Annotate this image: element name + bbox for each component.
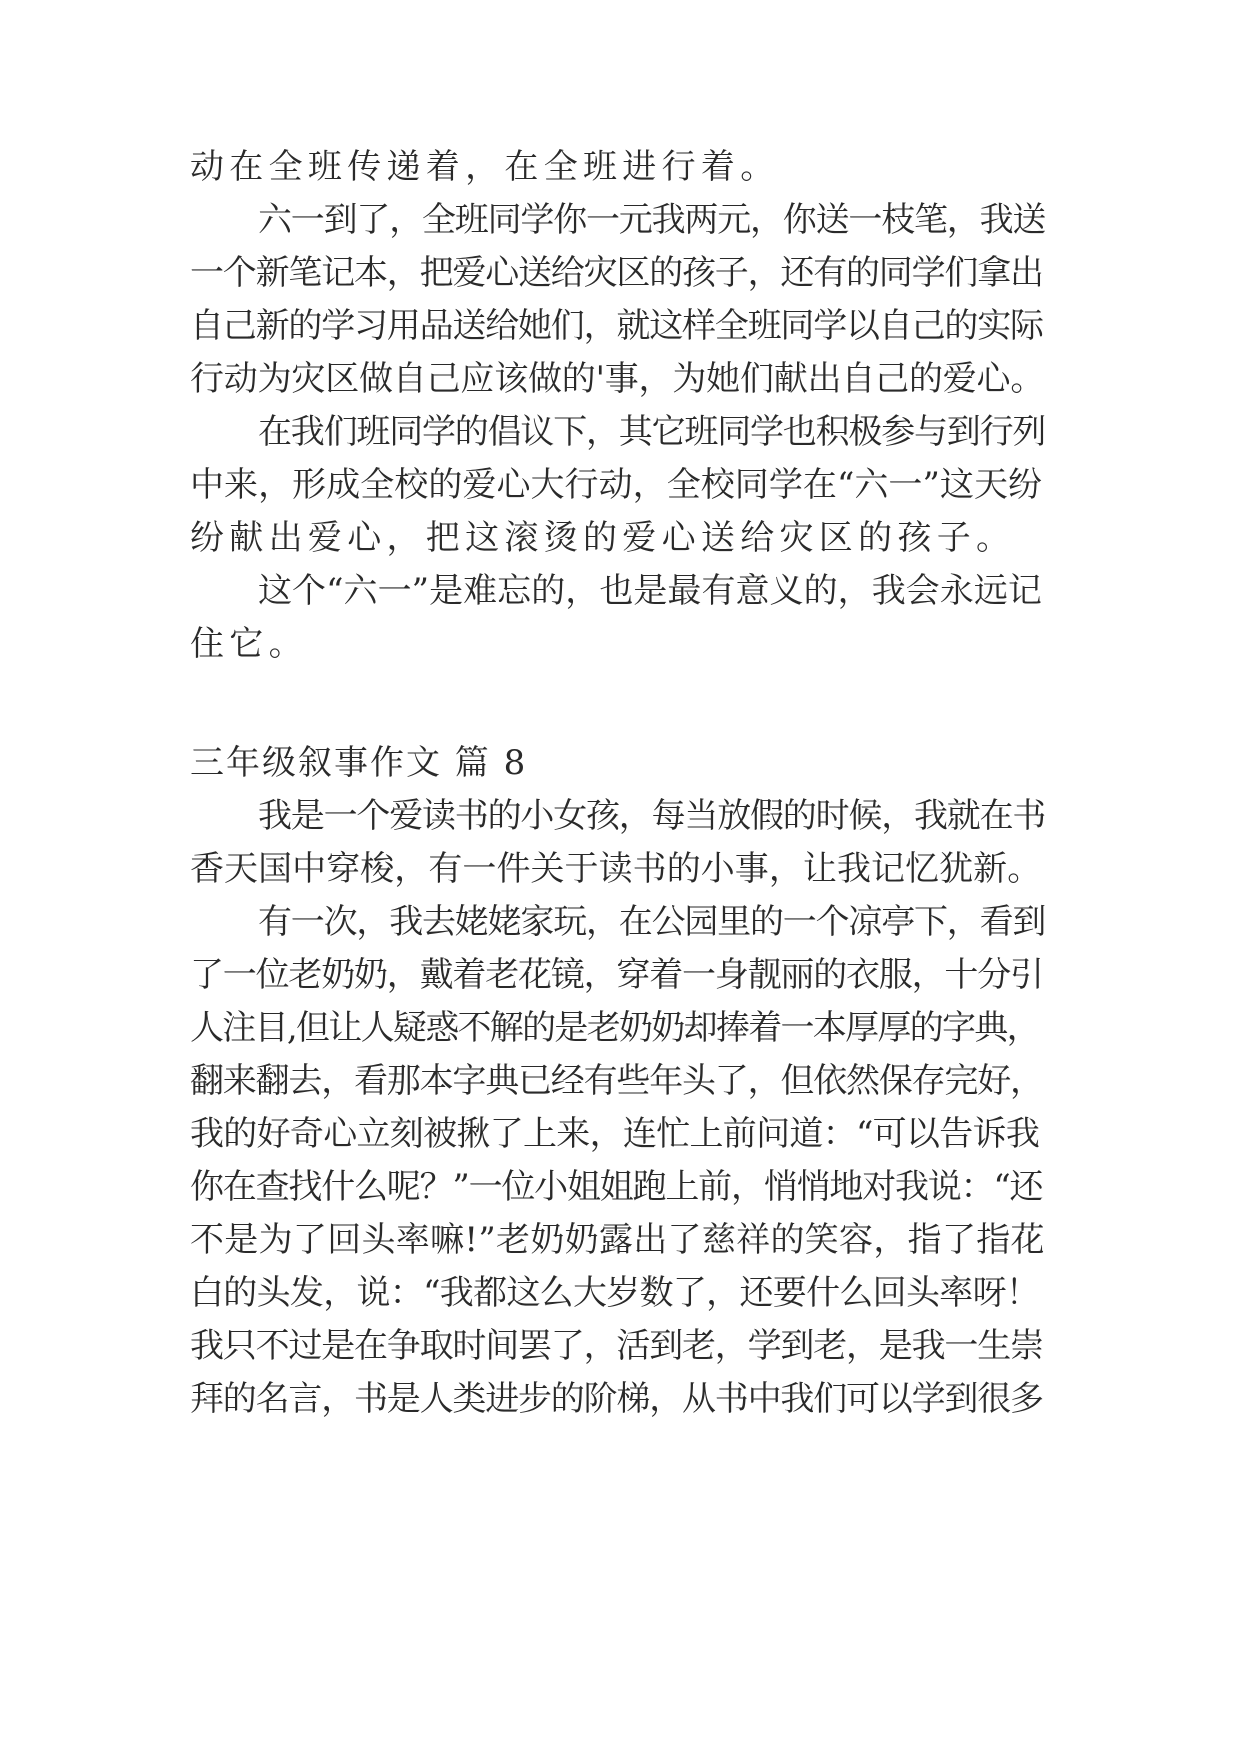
text-line: 拜的名言，书是人类进步的阶梯，从书中我们可以学到很多: [190, 1379, 1043, 1419]
text-line: 行动为灾区做自己应该做的'事，为她们献出自己的爱心。: [190, 359, 1045, 399]
text-line: 不是为了回头率嘛!”老奶奶露出了慈祥的笑容，指了指花: [190, 1220, 1045, 1260]
text-line: 中来，形成全校的爱心大行动，全校同学在“六一”这天纷: [190, 465, 1043, 505]
text-line: 我的好奇心立刻被揪了上来，连忙上前问道：“可以告诉我: [190, 1114, 1040, 1154]
text-line: 了一位老奶奶，戴着老花镜，穿着一身靓丽的衣服，十分引: [190, 955, 1043, 995]
text-line: 自己新的学习用品送给她们，就这样全班同学以自己的实际: [190, 306, 1043, 346]
paragraph-start: 这个“六一”是难忘的，也是最有意义的，我会永远记: [258, 571, 1042, 611]
text-line: 住它。: [190, 624, 308, 664]
paragraph-start: 在我们班同学的倡议下，其它班同学也积极参与到行列: [258, 412, 1046, 452]
paragraph-start: 六一到了，全班同学你一元我两元，你送一枝笔，我送: [258, 200, 1046, 240]
text-line: 翻来翻去，看那本字典已经有些年头了，但依然保存完好，: [190, 1061, 1043, 1101]
text-line: 一个新笔记本，把爱心送给灾区的孩子，还有的同学们拿出: [190, 253, 1043, 293]
section-heading: 三年级叙事作文 篇 8: [190, 743, 528, 783]
text-line: 动在全班传递着，在全班进行着。: [190, 147, 780, 187]
text-line: 你在查找什么呢？”一位小姐姐跑上前，悄悄地对我说：“还: [190, 1167, 1043, 1207]
text-line: 香天国中穿梭，有一件关于读书的小事，让我记忆犹新。: [190, 849, 1042, 889]
text-line: 纷献出爱心，把这滚烫的爱心送给灾区的孩子。: [190, 518, 1016, 558]
text-line: 人注目,但让人疑惑不解的是老奶奶却捧着一本厚厚的字典，: [190, 1008, 1039, 1048]
text-line: 我只不过是在争取时间罢了，活到老，学到老，是我一生崇: [190, 1326, 1043, 1366]
text-line: 白的头发，说：“我都这么大岁数了，还要什么回头率呀！: [190, 1273, 1040, 1313]
paragraph-start: 有一次，我去姥姥家玩，在公园里的一个凉亭下，看到: [258, 902, 1046, 942]
paragraph-start: 我是一个爱读书的小女孩，每当放假的时候，我就在书: [258, 796, 1046, 836]
